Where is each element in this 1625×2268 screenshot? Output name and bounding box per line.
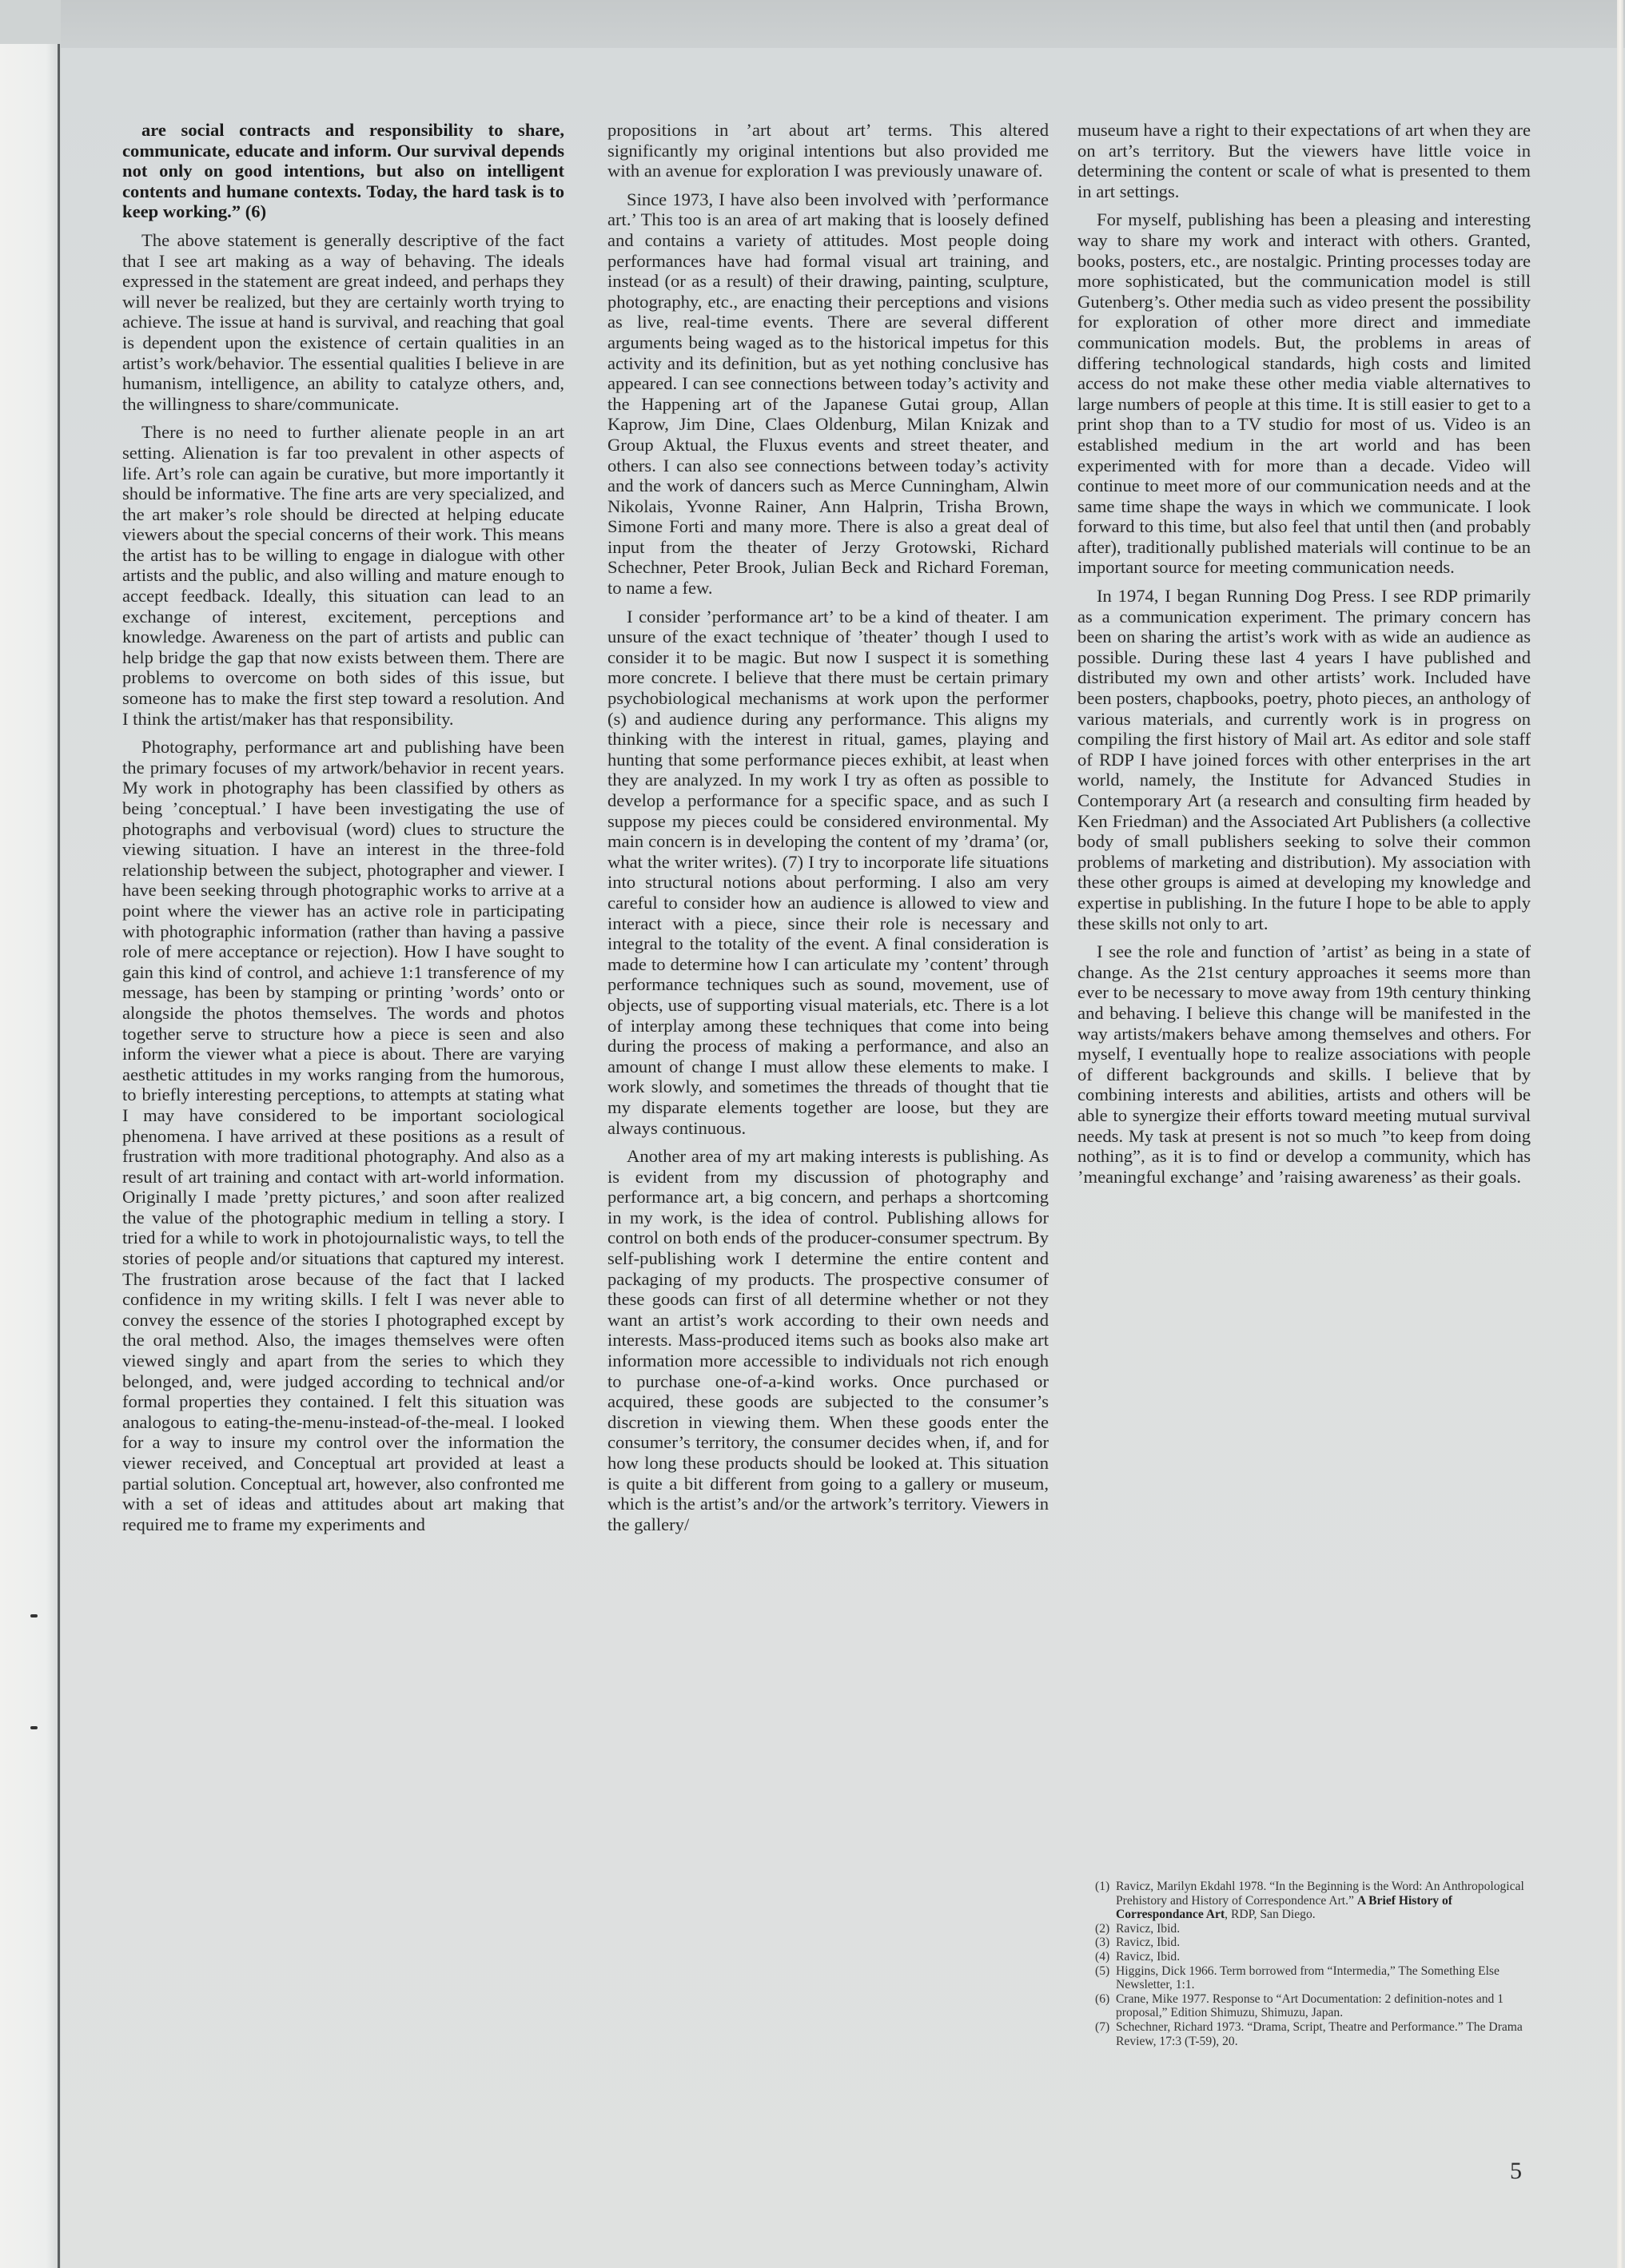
footnote-1: [1095, 1880, 1527, 1922]
footnote-number: (4): [1095, 1949, 1110, 1964]
footnote-text: Ravicz, Marilyn Ekdahl 1978. “In the Beginning is the Word: An Anthropological Prehistory and History of Correspondence Art.”: [1116, 1880, 1524, 1908]
footnote-text: Schechner, Richard 1973. “Drama, Script, Theatre and Performance.” The Drama Review, 17:3 (T-59), 20.: [1116, 2019, 1523, 2048]
text-column-1: [122, 120, 564, 1542]
pull-quote: are social contracts and responsibility to share, communicate, educate and inform. Our survival depends not only on good intentions, but also on intelligent contents and humane contexts. Today, the hard task is to keep working.” (6): [122, 120, 564, 222]
footnotes: [1095, 1880, 1527, 2048]
footnote-3: [1095, 1936, 1527, 1950]
footnote-number: (5): [1095, 1964, 1110, 1978]
paragraph-continued: propositions in ’art about art’ terms. This altered significantly my original intentions but also provided me with an avenue for exploration I was previously unaware of.: [607, 120, 1049, 181]
footnote-text: Higgins, Dick 1966. Term borrowed from “Intermedia,” The Something Else Newsletter, 1:1.: [1116, 1964, 1500, 1992]
footnote-number: (1): [1095, 1880, 1110, 1893]
paragraph: The above statement is generally descriptive of the fact that I see art making as a way of behaving. The ideals expressed in the statement are great indeed, and perhaps they will never be realized, but they are certainly worth trying to achieve. The issue at hand is survival, and reaching that goal is dependent upon the existence of certain qualities in an artist’s work/behavior. The essential qualities I believe in are humanism, intelligence, an ability to catalyze others, and, the willingness to share/communicate.: [122, 229, 564, 414]
footnote-4: [1095, 1950, 1527, 1964]
paragraph: Another area of my art making interests is publishing. As is evident from my discussion of photography and performance art, a big concern, and perhaps a shortcoming in my work, is the idea of control. Publishing allows for control on both ends of the producer-consumer spectrum. By self-publishing work I determine the entire content and packaging of my products. The prospective consumer of these goods can first of all determine whether or not they want an artist’s work according to their own needs and interests. Mass-produced items such as books also make art information more accessible to individuals not rich enough to purchase one-of-a-kind works. Once purchased or acquired, these goods are subjected to the consumer’s discretion in viewing them. When these goods enter the consumer’s territory, the consumer decides when, if, and for how long these products should be looked at. This situation is quite a bit different from going to a gallery or museum, which is the artist’s and/or the artwork’s territory. Viewers in the gallery/: [607, 1146, 1049, 1534]
paragraph: There is no need to further alienate people in an art setting. Alienation is far too prevalent in other aspects of life. Art’s role can again be curative, but more importantly it should be informative. The fine arts are very specialized, and the art maker’s role should be directed at helping educate viewers about the special concerns of their work. This means the artist has to be willing to engage in dialogue with other artists and the public, and also willing and mature enough to accept feedback. Ideally, this situation can lead to an exchange of interest, excitement, perceptions and knowledge. Awareness on the part of artists and public can help bridge the gap that now exists between them. There are problems to overcome on both sides of this issue, but someone has to make the first step toward a resolution. And I think the artist/maker has that responsibility.: [122, 422, 564, 729]
footnote-number: (7): [1095, 2019, 1110, 2034]
text-column-2: [607, 120, 1049, 1542]
footnote-number: (6): [1095, 1991, 1110, 2006]
paragraph: I see the role and function of ’artist’ as being in a state of change. As the 21st century approaches it seems more than ever to be necessary to move away from 19th century thinking and behaving. I believe this change will be manifested in the way artists/makers behave among themselves and others. For myself, I eventually hope to realize associations with people of different backgrounds and skills. I believe that by combining interests and abilities, artists and others will be able to synergize their efforts toward meeting mutual survival needs. My task at present is not so much ”to keep from doing nothing”, as it is to find or develop a community, which has ’meaningful exchange’ and ’raising awareness’ as their goals.: [1077, 941, 1531, 1187]
paragraph: Since 1973, I have also been involved with ’performance art.’ This too is an area of art making that is loosely defined and contains a variety of attitudes. Most people doing performances have had formal visual art training, and instead (or as a result) of their drawing, painting, sculpture, photography, etc., are enacting their perceptions and visions as live, real-time events. There are several different arguments being waged as to the historical impetus for this activity and its definition, but as yet nothing conclusive has appeared. I can see connections between today’s activity and the Happening art of the Japanese Gutai group, Allan Kaprow, Jim Dine, Claes Oldenburg, Milan Knizak and Group Aktual, the Fluxus events and street theater, and others. I can also see connections between today’s activity and the work of dancers such as Merce Cunningham, Alwin Nikolais, Yvonne Rainer, Ann Halprin, Trisha Brown, Simone Forti and many more. There is also a great deal of input from the theater of Jerzy Grotowski, Richard Schechner, Peter Brook, Julian Beck and Richard Foreman, to name a few.: [607, 189, 1049, 599]
paragraph-continued: museum have a right to their expectations of art when they are on art’s territory. But the viewers have little voice in determining the content or scale of what is presented to them in art settings.: [1077, 120, 1531, 201]
footnote-text: Ravicz, Ibid.: [1116, 1936, 1181, 1950]
page-edge-right: [1617, 0, 1623, 2268]
footnote-2: [1095, 1922, 1527, 1936]
binding-staple-mark: [30, 1614, 38, 1617]
footnote-book-title: A Brief History of Correspondance Art: [1116, 1893, 1452, 1922]
footnote-number: (3): [1095, 1936, 1110, 1950]
paragraph: I consider ’performance art’ to be a kind of theater. I am unsure of the exact technique of ’theater’ though I used to consider it to be magic. But now I suspect it is something more concrete. I believe that there must be certain primary psychobiological mechanisms at work upon the performer (s) and audience during any performance. This aligns my thinking with the interest in ritual, games, playing and hunting that some performance pieces exhibit, at least when they are analyzed. In my work I try as often as possible to develop a performance for a specific space, and as such I suppose my pieces could be considered environmental. My main concern is in developing the content of my ’drama’ (or, what the writer writes). (7) I try to incorporate life situations into structural notions about performing. I also am very careful to consider how an audience is allowed to view and interact with a piece, since their role is necessary and integral to the totality of the event. A final consideration is made to determine how I can articulate my ’content’ through performance techniques such as sound, movement, use of objects, use of supporting visual materials, etc. There is a lot of interplay among these techniques that come into being during the process of making a performance, and also an amount of change I must allow these elements to make. I work slowly, and sometimes the threads of thought that tie my disparate elements together are loose, but they are always continuous.: [607, 606, 1049, 1138]
footnote-7: [1095, 2020, 1527, 2048]
page-number: 5: [1510, 2158, 1522, 2184]
footnote-text: , RDP, San Diego.: [1225, 1908, 1316, 1922]
footnote-text: Ravicz, Ibid.: [1116, 1921, 1181, 1936]
footnote-text: Crane, Mike 1977. Response to “Art Documentation: 2 definition-notes and 1 proposal,” Edition Shimuzu, Shimuzu, Japan.: [1116, 1991, 1504, 2020]
text-column-3: [1077, 120, 1531, 1195]
paragraph: In 1974, I began Running Dog Press. I see RDP primarily as a communication experiment. The primary concern has been on sharing the artist’s work with as wide an audience as possible. During these last 4 years I have published and distributed my own and other artists’ work. Included have been posters, chapbooks, poetry, photo pieces, an anthology of various materials, and currently work is in progress on compiling the first history of Mail art. As editor and sole staff of RDP I have joined forces with other enterprises in the art world, namely, the Institute for Advanced Studies in Contemporary Art (a research and consulting firm headed by Ken Friedman) and the Associated Art Publishers (a collective body of small publishers seeking to solve their common problems of marketing and distribution). My association with these other groups is aimed at developing my knowledge and expertise in publishing. In the future I hope to be able to apply these skills not only to art.: [1077, 586, 1531, 933]
footnote-text: Ravicz, Ibid.: [1116, 1949, 1181, 1964]
previous-page-edge: [0, 44, 60, 2268]
paragraph: Photography, performance art and publishing have been the primary focuses of my artwork/behavior in recent years. My work in photography has been classified by others as being ’conceptual.’ I have been investigating the use of photographs and verbovisual (word) clues to structure the viewing situation. I have an interest in the three-fold relationship between the subject, photographer and viewer. I have been seeking through photographic works to arrive at a point where the viewer has an active role in participating with photographic information (rather than having a passive role of mere acceptance or rejection). How I have sought to gain this kind of control, and achieve 1:1 transference of my message, has been by stamping or printing ’words’ onto or alongside the photos themselves. The words and photos together serve to structure how a piece is seen and also inform the viewer what a piece is about. There are varying aesthetic attitudes in my works ranging from the humorous, to briefly interesting perceptions, to attempts at stating what I may have considered to be important sociological phenomena. I have arrived at these positions as a result of frustration with more traditional photography. And also as a result of art training and contact with art-world information. Originally I made ’pretty pictures,’ and soon after realized the value of the photographic medium in telling a story. I tried for a while to work in photojournalistic ways, to tell the stories of people and/or situations that captured my interest. The frustration arose because of the fact that I lacked confidence in my writing skills. I felt I was never able to convey the essence of the stories I photographed except by the oral method. Also, the images themselves were often viewed singly and apart from the series to which they belonged, and, were judged according to technical and/or formal properties they contained. I felt this situation was analogous to eating-the-menu-instead-of-the-meal. I looked for a way to insure my control over the information the viewer received, and Conceptual art provided at least a partial solution. Conceptual art, however, also confronted me with a set of ideas and attitudes about art making that required me to frame my experiments and: [122, 737, 564, 1534]
paragraph: For myself, publishing has been a pleasing and interesting way to share my work and interact with others. Granted, books, posters, etc., are nostalgic. Printing processes today are more sophisticated, but the communication model is still Gutenberg’s. Other media such as video present the possibility for exploration of other more direct and immediate communication models. But, the problems in areas of differing technological standards, high costs and limited access do not make these other media viable alternatives to large numbers of people at this time. It is still easier to get to a print shop than to a TV studio for most of us. Video is an established medium in the art world and has been experimented with for more than a decade. Video will continue to meet more of our communication needs and at the same time shape the ways in which we communicate. I look forward to this time, but also feel that until then (and probably after), traditionally published materials will continue to be an important source for meeting communication needs.: [1077, 209, 1531, 578]
footnote-5: [1095, 1964, 1527, 1992]
background-shadow: [61, 0, 1625, 51]
binding-staple-mark: [30, 1726, 38, 1729]
footnote-6: [1095, 1992, 1527, 2020]
footnote-number: (2): [1095, 1921, 1110, 1936]
